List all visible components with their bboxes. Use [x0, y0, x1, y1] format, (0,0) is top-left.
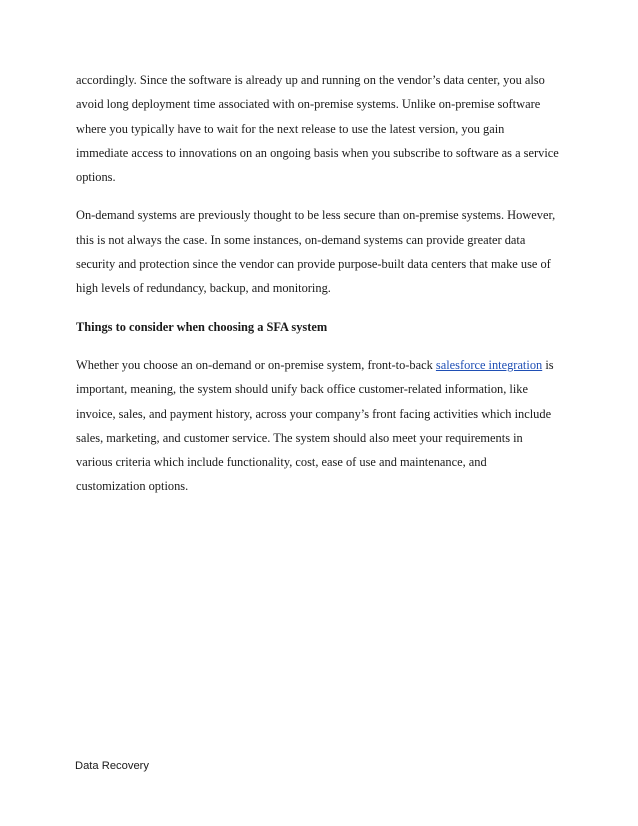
- paragraph-line: sales, marketing, and customer service. The system should also meet your requirements in: [76, 430, 523, 445]
- paragraph-line: immediate access to innovations on an ongoing basis when you subscribe to software as a service: [76, 145, 559, 160]
- paragraph-line: [76, 353, 568, 377]
- paragraph-line: high levels of redundancy, backup, and monitoring.: [76, 281, 331, 296]
- paragraph-line: invoice, sales, and payment history, across your company’s front facing activities which include: [76, 406, 552, 421]
- line-text-after-link: is: [542, 357, 554, 372]
- paragraph-line: this is not always the case. In some instances, on-demand systems can provide greater data: [76, 232, 526, 247]
- paragraph-line: security and protection since the vendor can provide purpose-built data centers that make use of: [76, 257, 551, 272]
- paragraph-line: avoid long deployment time associated with on-premise systems. Unlike on-premise software: [76, 97, 541, 112]
- paragraph-saas-benefits: [76, 68, 568, 189]
- paragraph-line: where you typically have to wait for the next release to use the latest version, you gain: [76, 121, 505, 136]
- paragraph-line: accordingly. Since the software is already up and running on the vendor’s data center, you also: [76, 73, 545, 87]
- salesforce-integration-link[interactable]: salesforce integration: [435, 357, 543, 372]
- page-footer: Data Recovery: [75, 760, 149, 772]
- paragraph-line: various criteria which include functionality, cost, ease of use and maintenance, and: [76, 455, 487, 470]
- page-body: [76, 68, 568, 513]
- paragraph-line: important, meaning, the system should unify back office customer-related information, like: [76, 382, 529, 397]
- paragraph-integration: [76, 353, 568, 499]
- paragraph-line: customization options.: [76, 479, 189, 494]
- paragraph-line: options.: [76, 170, 116, 185]
- paragraph-security: [76, 203, 568, 300]
- line-text-before-link: Whether you choose an on-demand or on-premise system, front-to-back: [76, 357, 436, 372]
- paragraph-line: On-demand systems are previously thought to be less secure than on-premise systems. However,: [76, 208, 556, 223]
- section-heading: Things to consider when choosing a SFA system: [76, 319, 328, 334]
